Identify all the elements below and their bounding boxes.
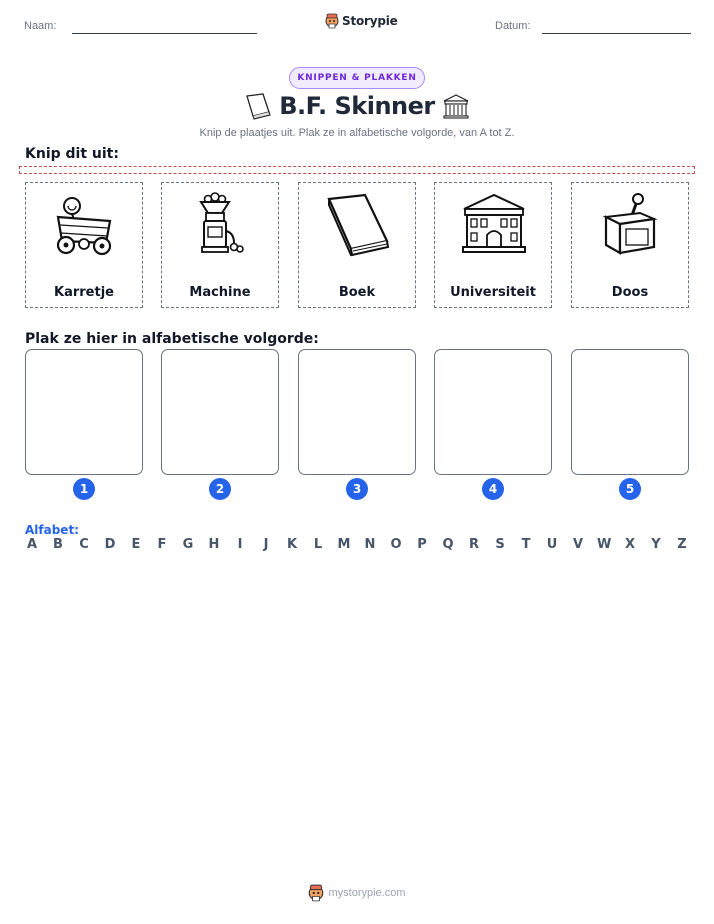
alphabet-letter: C — [79, 537, 89, 552]
date-line — [542, 33, 691, 34]
alphabet-letter: P — [417, 537, 427, 552]
storypie-mascot-icon — [325, 13, 339, 29]
alphabet-letter: X — [624, 537, 636, 552]
alphabet-letter: H — [208, 537, 220, 552]
alphabet-letter: O — [390, 537, 402, 552]
alphabet-letter: M — [337, 537, 351, 552]
alphabet-letter: E — [131, 537, 141, 552]
paste-heading: Plak ze hier in alfabetische volgorde: — [25, 331, 319, 347]
alphabet-letter: Z — [677, 537, 687, 552]
alphabet-letter: U — [546, 537, 558, 552]
name-line — [72, 33, 257, 34]
cut-card-machine[interactable] — [161, 182, 279, 308]
storypie-mascot-icon — [308, 884, 324, 902]
alphabet-letter: G — [182, 537, 194, 552]
book-icon — [323, 191, 393, 261]
alphabet-letter: I — [237, 537, 243, 552]
title-university-icon — [442, 92, 470, 120]
card-label: Universiteit — [450, 285, 536, 300]
paste-slot-4[interactable] — [434, 349, 552, 475]
name-label: Naam: — [24, 20, 57, 32]
alphabet-heading: Alfabet: — [25, 523, 79, 537]
slot-number: 5 — [619, 478, 641, 500]
slot-number: 3 — [346, 478, 368, 500]
alphabet-letter: D — [104, 537, 116, 552]
paste-slot-1[interactable] — [25, 349, 143, 475]
alphabet-row — [25, 537, 689, 552]
activity-badge: KNIPPEN & PLAKKEN — [289, 67, 425, 89]
cut-card-universiteit[interactable] — [434, 182, 552, 308]
alphabet-letter: W — [597, 537, 612, 552]
alphabet-letter: N — [364, 537, 376, 552]
alphabet-letter: L — [313, 537, 323, 552]
card-label: Doos — [611, 285, 649, 300]
card-label: Karretje — [54, 285, 114, 300]
cut-card-boek[interactable] — [298, 182, 416, 308]
cut-heading: Knip dit uit: — [25, 146, 119, 162]
alphabet-letter: V — [572, 537, 584, 552]
instructions: Knip de plaatjes uit. Plak ze in alfabetische volgorde, van A tot Z. — [199, 127, 515, 139]
alphabet-letter: T — [521, 537, 531, 552]
box-icon — [596, 191, 666, 261]
alphabet-letter: J — [263, 537, 269, 552]
alphabet-letter: A — [26, 537, 38, 552]
card-label: Machine — [189, 285, 251, 300]
cut-line — [19, 166, 695, 174]
footer-url: mystorypie.com — [328, 887, 406, 899]
footer — [0, 884, 714, 902]
cut-card-karretje[interactable] — [25, 182, 143, 308]
page-title: B.F. Skinner — [279, 92, 435, 120]
cut-card-doos[interactable] — [571, 182, 689, 308]
paste-slot-5[interactable] — [571, 349, 689, 475]
wagon-icon — [50, 191, 120, 261]
slot-number: 1 — [73, 478, 95, 500]
alphabet-letter: Y — [651, 537, 661, 552]
alphabet-letter: Q — [442, 537, 454, 552]
alphabet-letter: S — [495, 537, 505, 552]
slot-number: 2 — [209, 478, 231, 500]
card-label: Boek — [338, 285, 376, 300]
paste-slot-2[interactable] — [161, 349, 279, 475]
machine-icon — [186, 191, 256, 261]
alphabet-letter: K — [286, 537, 298, 552]
alphabet-letter: R — [468, 537, 479, 552]
alphabet-letter: F — [157, 537, 167, 552]
alphabet-letter: B — [53, 537, 63, 552]
university-icon — [459, 191, 529, 261]
date-label: Datum: — [495, 20, 531, 32]
slot-number: 4 — [482, 478, 504, 500]
brand-name: Storypie — [342, 14, 398, 28]
brand-logo — [325, 13, 398, 29]
paste-slot-3[interactable] — [298, 349, 416, 475]
